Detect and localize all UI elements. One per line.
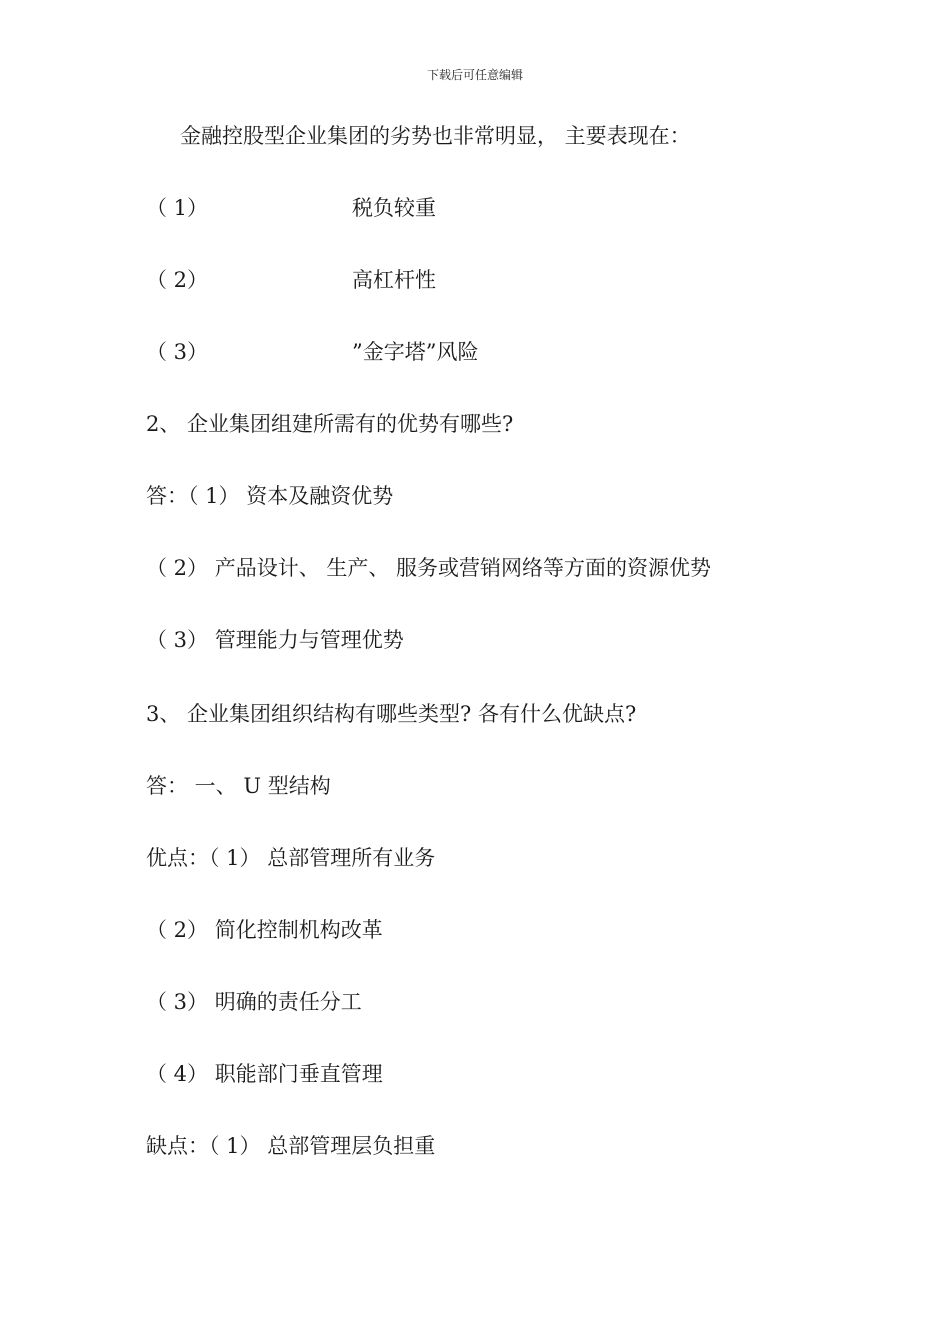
item-text: 税负较重	[352, 196, 436, 220]
answer-3-line-2: 优点：（ 1） 总部管理所有业务	[146, 846, 436, 870]
question-2: 2、 企业集团组建所需有的优势有哪些?	[146, 412, 514, 436]
disadvantage-item-3	[146, 338, 478, 366]
item-text: ”金字塔”风险	[352, 340, 479, 364]
answer-3-line-4: （ 3） 明确的责任分工	[146, 990, 362, 1014]
disadvantage-item-2	[146, 266, 436, 294]
answer-3-line-1: 答： 一、 U 型结构	[146, 774, 331, 798]
item-text: 高杠杆性	[352, 268, 436, 292]
item-number: （ 3）	[146, 340, 209, 364]
question-3: 3、 企业集团组织结构有哪些类型? 各有什么优缺点?	[146, 702, 637, 726]
page-header: 下载后可任意编辑	[426, 68, 523, 82]
answer-3-line-3: （ 2） 简化控制机构改革	[146, 918, 383, 942]
answer-3-line-6: 缺点：（ 1） 总部管理层负担重	[146, 1134, 436, 1158]
answer-2-line-1: 答：（ 1） 资本及融资优势	[146, 484, 394, 508]
answer-2-line-2: （ 2） 产品设计、 生产、 服务或营销网络等方面的资源优势	[146, 556, 712, 580]
item-number: （ 2）	[146, 268, 209, 292]
intro-paragraph: 金融控股型企业集团的劣势也非常明显， 主要表现在：	[180, 124, 691, 148]
answer-2-line-3: （ 3） 管理能力与管理优势	[146, 628, 404, 652]
item-number: （ 1）	[146, 196, 209, 220]
disadvantage-item-1	[146, 194, 436, 222]
answer-3-line-5: （ 4） 职能部门垂直管理	[146, 1062, 383, 1086]
